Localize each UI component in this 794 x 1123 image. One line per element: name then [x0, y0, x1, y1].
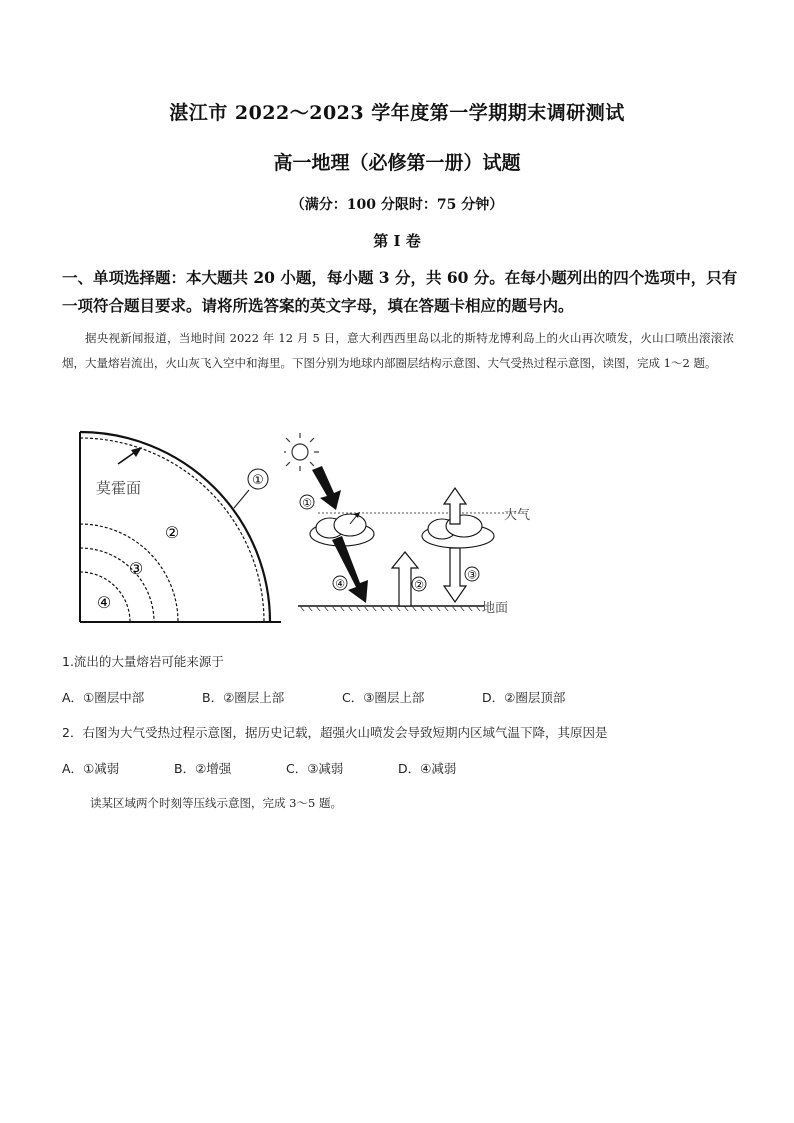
volume-label: 第 I 卷 [373, 232, 421, 250]
layer-label-4: ④ [96, 593, 112, 612]
atmosphere-heating-diagram [284, 428, 554, 624]
arrow-label-3: ③ [467, 568, 477, 582]
exam-subtitle: 高一地理（必修第一册）试题 [273, 152, 521, 174]
score-info: （满分：100 分限时：75 分钟） [290, 197, 504, 213]
earth-layers-diagram [76, 428, 286, 628]
passage-2: 读某区域两个时刻等压线示意图，完成 3～5 题。 [90, 796, 342, 810]
q2-option-d[interactable]: D．④减弱 [398, 761, 457, 776]
arrow-label-1: ① [302, 496, 312, 510]
q2-option-a[interactable]: A．①减弱 [62, 761, 120, 776]
section-heading: 一、单项选择题：本大题共 20 小题，每小题 3 分，共 60 分。在每小题列出的四个选项中，只有一项符合题目要求。请将所选答案的英文字母，填在答题卡相应的题号内。 [62, 268, 738, 315]
q1-option-b[interactable]: B．②圈层上部 [202, 690, 285, 705]
q1-option-d[interactable]: D．②圈层顶部 [482, 690, 566, 705]
arrow-label-2: ② [414, 578, 424, 592]
question-1-options [62, 688, 622, 706]
moho-label: 莫霍面 [96, 479, 142, 497]
ground-label: 地面 [482, 601, 509, 616]
arrow-label-4: ④ [335, 577, 345, 591]
question-1-stem: 1.流出的大量熔岩可能来源于 [62, 654, 224, 669]
sun-icon [284, 433, 319, 471]
question-2-options [62, 759, 510, 777]
arrow-3-atmospheric-counter-radiation [444, 548, 466, 602]
q2-option-c[interactable]: C．③减弱 [286, 761, 344, 776]
arrow-1-solar-radiation [312, 466, 341, 510]
layer-label-1: ① [252, 473, 264, 488]
q1-option-a[interactable]: A．①圈层中部 [62, 690, 145, 705]
atmosphere-label: 大气 [504, 508, 531, 523]
exam-title: 湛江市 2022～2023 学年度第一学期期末调研测试 [169, 102, 625, 124]
layer-label-3: ③ [128, 559, 144, 578]
layer-label-2: ② [164, 523, 180, 542]
q1-option-c[interactable]: C．③圈层上部 [342, 690, 425, 705]
q2-option-b[interactable]: B．②增强 [174, 761, 232, 776]
intro-passage: 据央视新闻报道，当地时间 2022 年 12 月 5 日，意大利西西里岛以北的斯特龙博利岛上的火山再次喷发，火山口喷出滚滚浓烟，大量熔岩流出，火山灰飞入空中和海里。下图分别为地球内部圈层结构示意图、大气受热过程示意图，读图，完成 1～2 题。 [62, 331, 734, 370]
question-2-stem: 2．右图为大气受热过程示意图，据历史记载，超强火山喷发会导致短期内区域气温下降，其原因是 [62, 725, 608, 740]
